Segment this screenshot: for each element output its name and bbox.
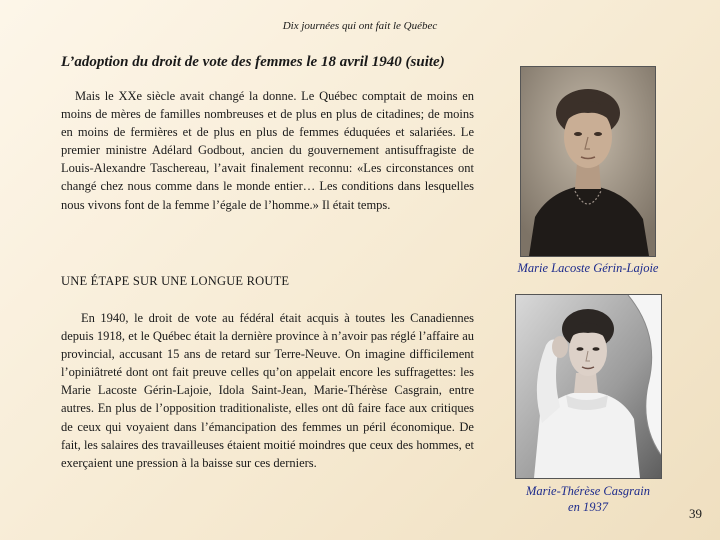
section-heading: UNE ÉTAPE SUR UNE LONGUE ROUTE — [61, 274, 290, 288]
running-header: Dix journées qui ont fait le Québec — [282, 20, 438, 32]
caption-casgrain-line1: Marie-Thérèse Casgrain — [526, 484, 650, 498]
caption-casgrain-line2: en 1937 — [568, 500, 608, 514]
paragraph-1: Mais le XXe siècle avait changé la donne. Le Québec comptait de moins en moins de mères de familles nombreuses et de plus en plus de citadines; de moins en moins de fermières et de plus en plus de femmes éduquées et salariées. Le premier ministre Adélard Godbout, ancien du gouvernement antisuffragiste de Louis-Alexandre Taschereau, l’avait finalement reconnu: «Les circonstances ont changé chez nous comme dans le monde entier… Les conditions dans lesquelles nous vivons font de la femme l’égale de l’homme.» Il était temps. — [61, 89, 474, 212]
portrait-gerin-lajoie — [520, 66, 656, 257]
caption-casgrain — [505, 483, 671, 515]
page-number: 39 — [689, 506, 702, 521]
portrait-casgrain — [515, 294, 662, 479]
page-title: L’adoption du droit de vote des femmes le 18 avril 1940 (suite) — [61, 54, 445, 70]
paragraph-2: En 1940, le droit de vote au fédéral était acquis à toutes les Canadiennes depuis 1918, et le Québec était la dernière province à n’avoir pas réglé l’affaire au provincial, accusant 15 ans de retard sur Terre-Neuve. On imagine difficilement l’opiniâtreté dont ont fait preuve celles qu’on appelait encore les suffragettes: les Marie Lacoste Gérin-Lajoie, Idola Saint-Jean, Marie-Thérèse Casgrain, entre autres. En plus de l’opposition traditionaliste, elles ont dû faire face aux critiques de ceux qui voyaient dans l’émancipation des femmes un péril économique. De fait, les salaires des travailleuses étaient moitié moindres que ceux des hommes, et exerçaient une pression à la baisse sur ces derniers. — [61, 311, 474, 470]
caption-gerin-lajoie: Marie Lacoste Gérin-Lajoie — [517, 261, 659, 275]
